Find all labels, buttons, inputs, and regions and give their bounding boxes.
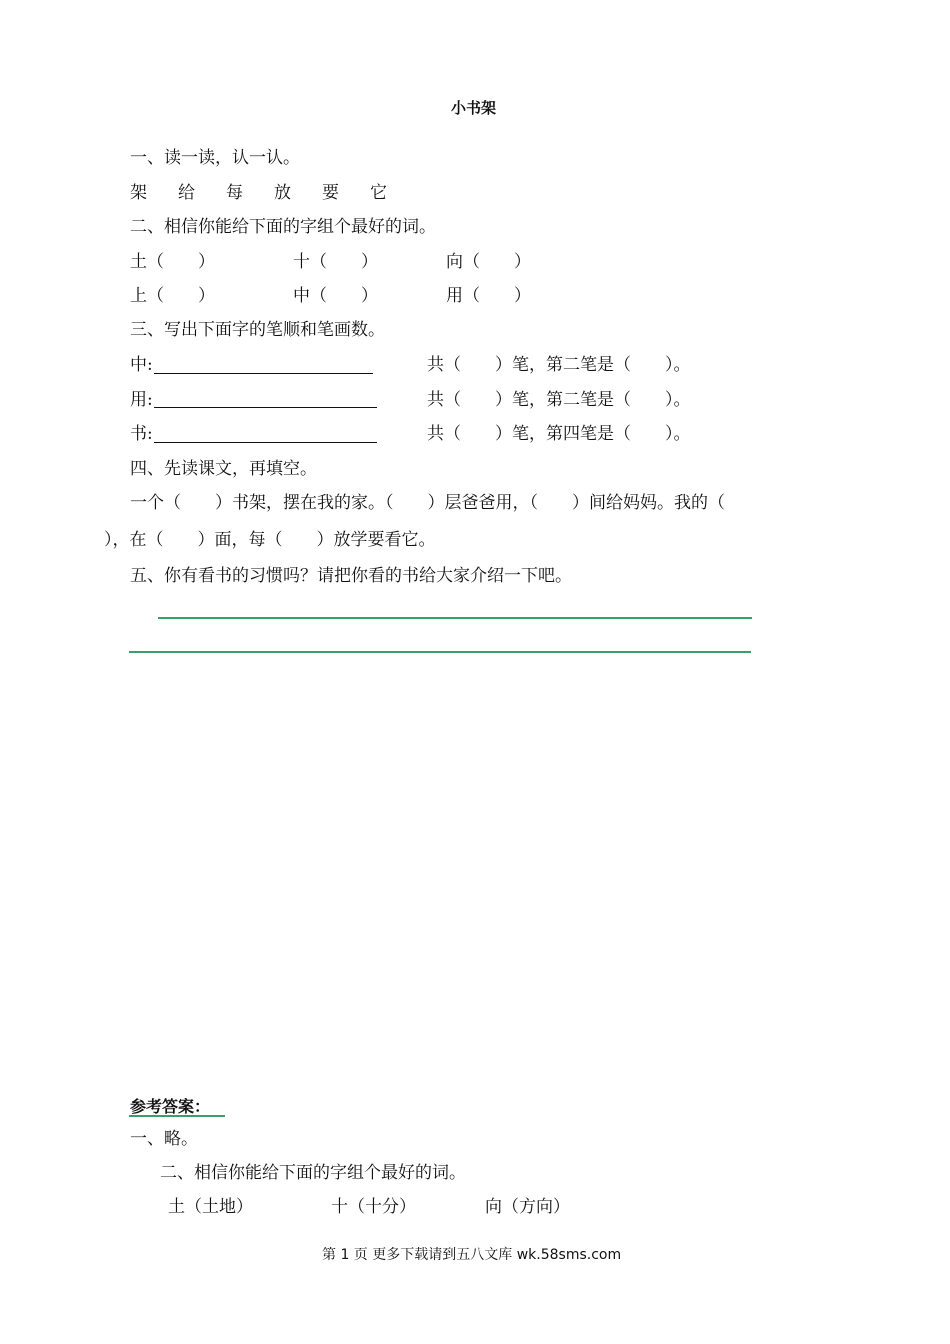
- word-blank: 十（ ）: [293, 252, 378, 272]
- section-2-heading: 二、相信你能给下面的字组个最好的词。: [130, 217, 436, 237]
- word-blank: 用（ ）: [446, 286, 531, 306]
- word-blank: 中（ ）: [293, 286, 378, 306]
- stroke-answer-line: [154, 407, 377, 408]
- answers-heading: 参考答案：: [130, 1097, 211, 1116]
- section-5-heading: 五、你有看书的习惯吗？请把你看的书给大家介绍一下吧。: [130, 566, 572, 586]
- page-title: 小书架: [451, 99, 497, 117]
- answer-2-heading: 二、相信你能给下面的字组个最好的词。: [160, 1163, 466, 1183]
- char-6: 它: [370, 183, 387, 203]
- answer-word: 十（十分）: [331, 1197, 416, 1217]
- section-1-heading: 一、读一读，认一认。: [130, 148, 300, 168]
- char-3: 每: [226, 183, 243, 203]
- word-blank: 土（ ）: [130, 252, 215, 272]
- fill-in-line-2: ），在（ ）面，每（ ）放学要看它。: [104, 530, 436, 550]
- writing-line: [129, 651, 751, 653]
- stroke-count-text: 共（ ）笔，第二笔是（ ）。: [427, 355, 691, 375]
- answers-underline: [129, 1115, 225, 1117]
- stroke-label-zhong: 中:: [130, 355, 153, 375]
- fill-in-line-1: 一个（ ）书架，摆在我的家。（ ）层爸爸用，（ ）间给妈妈。我的（: [130, 493, 725, 513]
- stroke-label-shu: 书:: [130, 424, 153, 444]
- answer-word: 土（土地）: [168, 1197, 253, 1217]
- char-5: 要: [322, 183, 339, 203]
- char-1: 架: [130, 183, 147, 203]
- page-footer: 第 1 页 更多下载请到五八文库 wk.58sms.com: [322, 1247, 622, 1263]
- writing-line: [158, 617, 752, 619]
- stroke-answer-line: [154, 373, 373, 374]
- section-3-heading: 三、写出下面字的笔顺和笔画数。: [130, 320, 385, 340]
- stroke-answer-line: [154, 442, 377, 443]
- section-4-heading: 四、先读课文，再填空。: [130, 459, 317, 479]
- char-2: 给: [178, 183, 195, 203]
- answer-1: 一、略。: [130, 1129, 198, 1149]
- stroke-label-yong: 用:: [130, 390, 153, 410]
- word-blank: 上（ ）: [130, 286, 215, 306]
- answer-word: 向（方向）: [485, 1197, 570, 1217]
- stroke-count-text: 共（ ）笔，第四笔是（ ）。: [427, 424, 691, 444]
- char-4: 放: [274, 183, 291, 203]
- word-blank: 向（ ）: [446, 252, 531, 272]
- stroke-count-text: 共（ ）笔，第二笔是（ ）。: [427, 390, 691, 410]
